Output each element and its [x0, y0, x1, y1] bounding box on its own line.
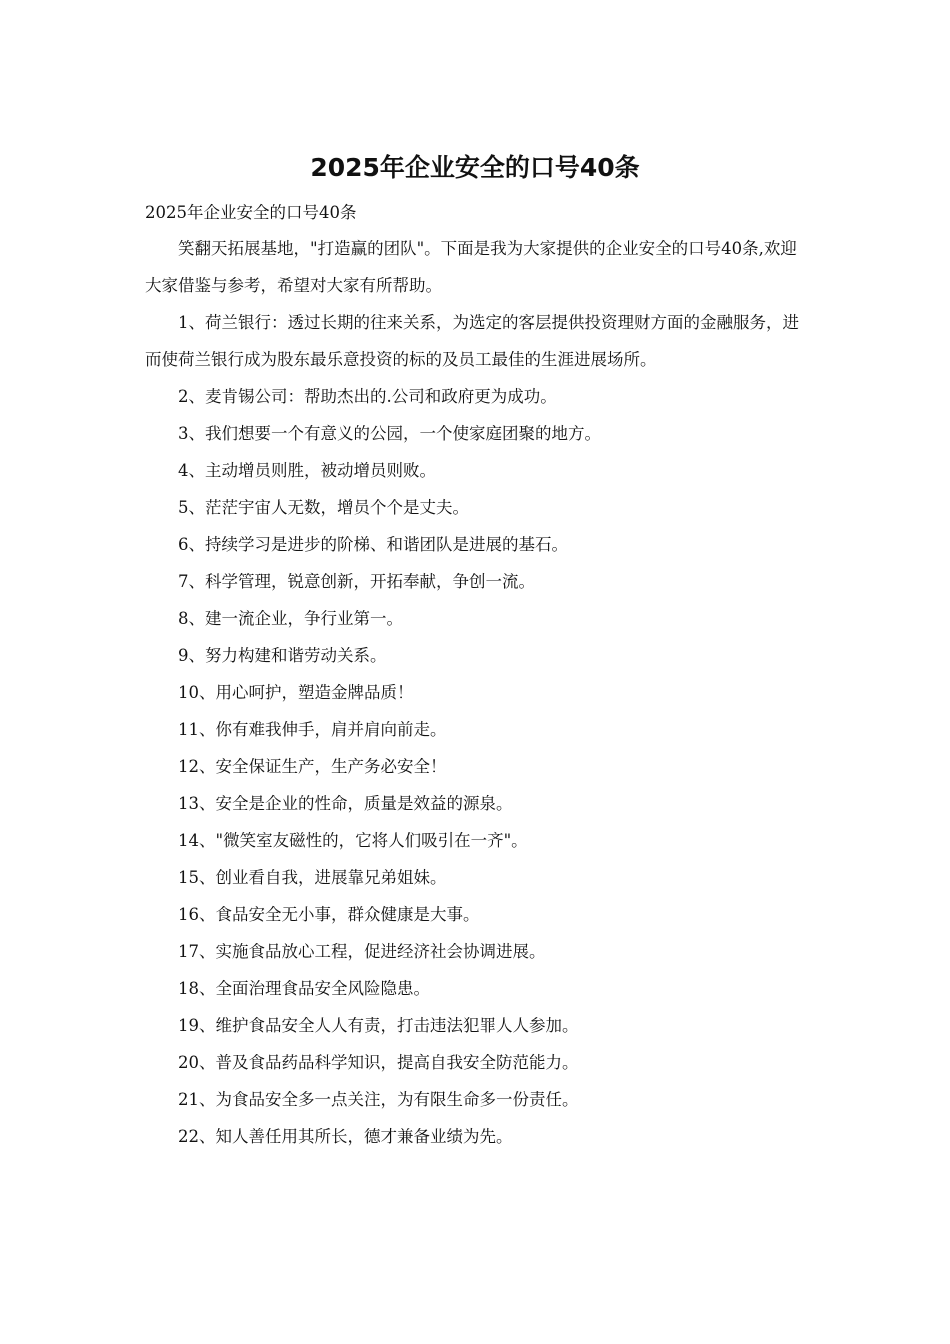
- list-item: 6、持续学习是进步的阶梯、和谐团队是进展的基石。: [178, 535, 568, 554]
- list-item: 19、维护食品安全人人有责，打击违法犯罪人人参加。: [178, 1016, 579, 1035]
- list-item: 10、用心呵护，塑造金牌品质！: [178, 683, 414, 702]
- list-item: 8、建一流企业，争行业第一。: [178, 609, 403, 628]
- list-item: 3、我们想要一个有意义的公园，一个使家庭团聚的地方。: [178, 424, 601, 443]
- list-item: 18、全面治理食品安全风险隐患。: [178, 979, 430, 998]
- list-item: 15、创业看自我，进展靠兄弟姐妹。: [178, 868, 447, 887]
- list-item: 20、普及食品药品科学知识，提高自我安全防范能力。: [178, 1053, 579, 1072]
- list-item: 1、荷兰银行：透过长期的往来关系，为选定的客层提供投资理财方面的金融服务，进而使荷兰银行成为股东最乐意投资的标的及员工最佳的生涯进展场所。: [145, 313, 799, 369]
- list-item: 2、麦肯锡公司：帮助杰出的.公司和政府更为成功。: [178, 387, 557, 406]
- list-item: 22、知人善任用其所长，德才兼备业绩为先。: [178, 1127, 513, 1146]
- list-item: 16、食品安全无小事，群众健康是大事。: [178, 905, 480, 924]
- list-item: 5、茫茫宇宙人无数，增员个个是丈夫。: [178, 498, 469, 517]
- intro-paragraph: 笑翻天拓展基地，"打造赢的团队"。下面是我为大家提供的企业安全的口号40条,欢迎大家借鉴与参考，希望对大家有所帮助。: [145, 239, 797, 295]
- document-title: 2025年企业安全的口号40条: [310, 153, 640, 182]
- list-item: 12、安全保证生产，生产务必安全！: [178, 757, 447, 776]
- list-item: 11、你有难我伸手，肩并肩向前走。: [178, 720, 447, 739]
- list-item: 9、努力构建和谐劳动关系。: [178, 646, 387, 665]
- list-item: 4、主动增员则胜，被动增员则败。: [178, 461, 436, 480]
- document-body: [145, 196, 807, 1155]
- list-item: 7、科学管理，锐意创新，开拓奉献，争创一流。: [178, 572, 535, 591]
- list-item: 21、为食品安全多一点关注，为有限生命多一份责任。: [178, 1090, 579, 1109]
- slogan-list: [145, 304, 807, 1155]
- list-item: 17、实施食品放心工程，促进经济社会协调进展。: [178, 942, 546, 961]
- subtitle-line: 2025年企业安全的口号40条: [145, 203, 357, 222]
- list-item: 14、"微笑室友磁性的，它将人们吸引在一齐"。: [178, 831, 528, 850]
- list-item: 13、安全是企业的性命，质量是效益的源泉。: [178, 794, 513, 813]
